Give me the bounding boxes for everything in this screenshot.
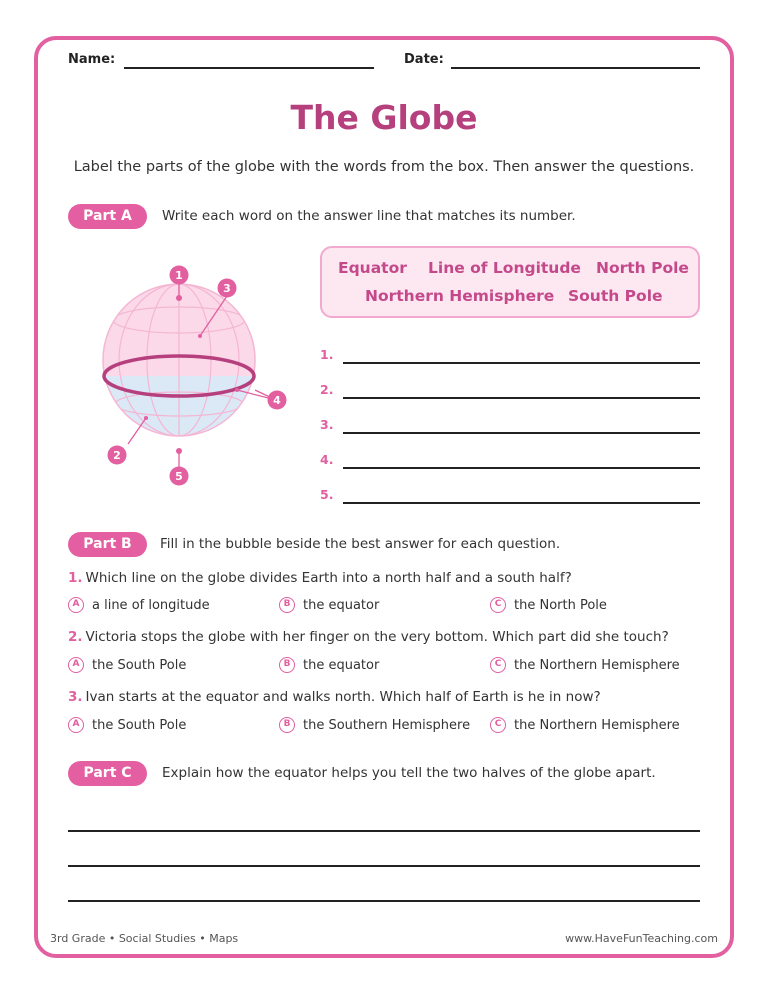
- callout-1: 1: [175, 269, 183, 282]
- writing-line-1[interactable]: [68, 830, 700, 832]
- answer-line-5[interactable]: [343, 502, 700, 504]
- answer-number: 1.: [320, 347, 334, 362]
- question-3: 3. Ivan starts at the equator and walks north. Which half of Earth is he in now?: [68, 689, 601, 705]
- bubble-b[interactable]: B: [279, 657, 295, 673]
- part-a-instruction: Write each word on the answer line that matches its number.: [162, 208, 576, 224]
- name-field[interactable]: [124, 67, 374, 69]
- answer-line-4[interactable]: [343, 467, 700, 469]
- callout-2: 2: [113, 449, 121, 462]
- bubble-c[interactable]: C: [490, 657, 506, 673]
- question-1: 1. Which line on the globe divides Earth into a north half and a south half?: [68, 570, 572, 586]
- q2-option-a[interactable]: A the South Pole: [68, 657, 186, 673]
- globe-diagram: [90, 258, 300, 490]
- q1-option-c[interactable]: C the North Pole: [490, 597, 607, 613]
- q2-option-c[interactable]: C the Northern Hemisphere: [490, 657, 680, 673]
- part-a-badge: Part A: [68, 204, 147, 229]
- bubble-a[interactable]: A: [68, 597, 84, 613]
- bubble-a[interactable]: A: [68, 657, 84, 673]
- word-bank-item: Line of Longitude: [428, 259, 581, 277]
- answer-number: 2.: [320, 382, 334, 397]
- page-instructions: Label the parts of the globe with the words from the box. Then answer the questions.: [73, 159, 695, 175]
- word-bank-item: South Pole: [568, 287, 663, 305]
- answer-number: 4.: [320, 452, 334, 467]
- date-label: Date:: [404, 52, 444, 67]
- word-bank-item: Northern Hemisphere: [365, 287, 555, 305]
- q1-option-b[interactable]: B the equator: [279, 597, 379, 613]
- bubble-b[interactable]: B: [279, 717, 295, 733]
- date-field[interactable]: [451, 67, 700, 69]
- bubble-c[interactable]: C: [490, 597, 506, 613]
- part-b-badge: Part B: [68, 532, 147, 557]
- part-c-instruction: Explain how the equator helps you tell the two halves of the globe apart.: [162, 765, 656, 781]
- writing-line-2[interactable]: [68, 865, 700, 867]
- word-bank-item: North Pole: [596, 259, 689, 277]
- q3-option-b[interactable]: B the Southern Hemisphere: [279, 717, 470, 733]
- bubble-a[interactable]: A: [68, 717, 84, 733]
- name-label: Name:: [68, 52, 116, 67]
- word-bank: [320, 246, 700, 318]
- callout-3: 3: [223, 282, 231, 295]
- footer-website: www.HaveFunTeaching.com: [565, 932, 718, 945]
- q1-option-a[interactable]: A a line of longitude: [68, 597, 210, 613]
- answer-line-3[interactable]: [343, 432, 700, 434]
- q2-option-b[interactable]: B the equator: [279, 657, 379, 673]
- part-c-badge: Part C: [68, 761, 147, 786]
- callout-4: 4: [273, 394, 281, 407]
- q3-option-a[interactable]: A the South Pole: [68, 717, 186, 733]
- question-2: 2. Victoria stops the globe with her finger on the very bottom. Which part did she touch?: [68, 629, 669, 645]
- page-title: The Globe: [290, 98, 478, 137]
- footer-grade: 3rd Grade • Social Studies • Maps: [50, 932, 239, 945]
- writing-line-3[interactable]: [68, 900, 700, 902]
- answer-line-2[interactable]: [343, 397, 700, 399]
- word-bank-item: Equator: [338, 259, 407, 277]
- callout-5: 5: [175, 470, 183, 483]
- part-b-instruction: Fill in the bubble beside the best answer for each question.: [160, 536, 561, 552]
- answer-number: 5.: [320, 487, 334, 502]
- bubble-c[interactable]: C: [490, 717, 506, 733]
- answer-number: 3.: [320, 417, 334, 432]
- q3-option-c[interactable]: C the Northern Hemisphere: [490, 717, 680, 733]
- answer-line-1[interactable]: [343, 362, 700, 364]
- bubble-b[interactable]: B: [279, 597, 295, 613]
